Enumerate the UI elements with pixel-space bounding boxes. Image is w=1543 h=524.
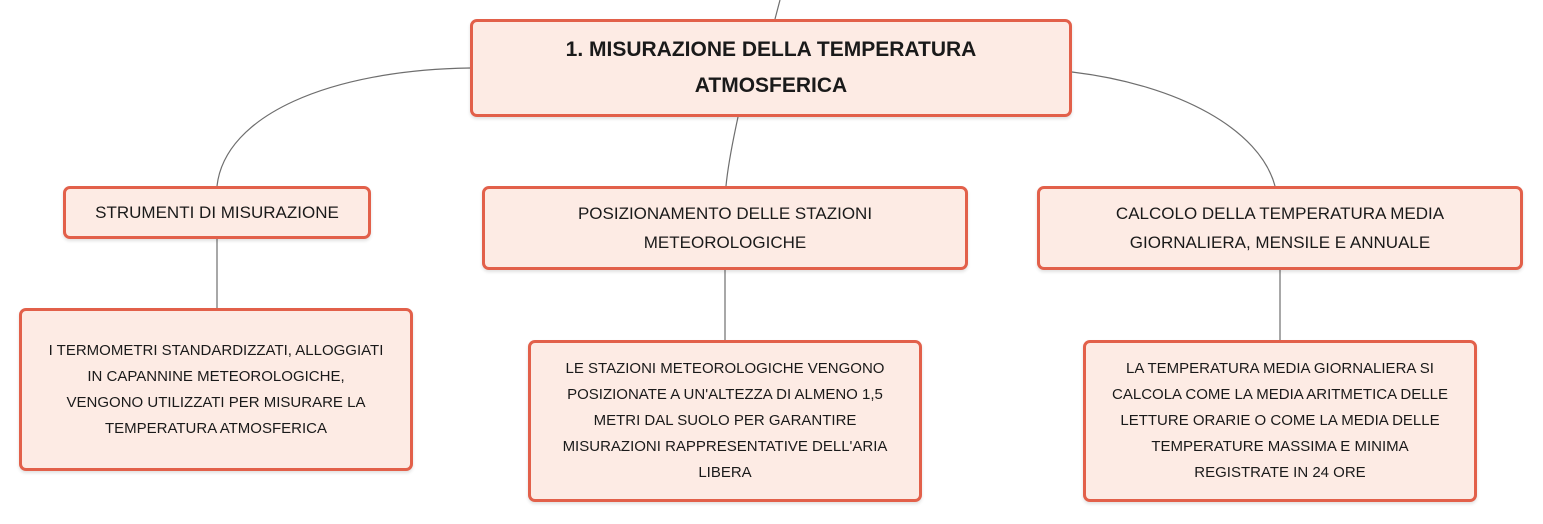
subtopic-posizionamento-node[interactable] bbox=[482, 186, 968, 270]
connector-incoming-root bbox=[775, 0, 780, 19]
detail-stazioni-node[interactable] bbox=[528, 340, 922, 502]
subtopic-calcolo-node[interactable] bbox=[1037, 186, 1523, 270]
detail-media-label: LA TEMPERATURA MEDIA GIORNALIERA SI CALCOLA COME LA MEDIA ARITMETICA DELLE LETTURE ORARIE O COME LA MEDIA DELLE TEMPERATURE MASSIMA E MINIMA REGISTRATE IN 24 ORE bbox=[1112, 360, 1448, 481]
detail-media-node[interactable] bbox=[1083, 340, 1477, 502]
detail-termometri-node[interactable] bbox=[19, 308, 413, 471]
subtopic-strumenti-label: STRUMENTI DI MISURAZIONE bbox=[95, 203, 339, 222]
root-topic-label: 1. MISURAZIONE DELLA TEMPERATURA ATMOSFERICA bbox=[565, 38, 977, 97]
detail-stazioni-label: LE STAZIONI METEOROLOGICHE VENGONO POSIZIONATE A UN'ALTEZZA DI ALMENO 1,5 METRI DAL SUOLO PER GARANTIRE MISURAZIONI RAPPRESENTATIVE DELL'ARIA LIBERA bbox=[562, 360, 888, 481]
subtopic-strumenti-node[interactable] bbox=[63, 186, 371, 239]
subtopic-calcolo-label: CALCOLO DELLA TEMPERATURA MEDIA GIORNALIERA, MENSILE E ANNUALE bbox=[1115, 204, 1445, 252]
connector-root-to-strumenti bbox=[217, 68, 470, 186]
detail-termometri-label: I TERMOMETRI STANDARDIZZATI, ALLOGGIATI IN CAPANNINE METEOROLOGICHE, VENGONO UTILIZZATI PER MISURARE LA TEMPERATURA ATMOSFERICA bbox=[48, 341, 384, 437]
root-topic-node[interactable] bbox=[470, 19, 1072, 117]
connector-root-to-posizionamento bbox=[726, 117, 738, 186]
subtopic-posizionamento-label: POSIZIONAMENTO DELLE STAZIONI METEOROLOGICHE bbox=[577, 204, 873, 252]
connector-root-to-calcolo bbox=[1072, 72, 1275, 186]
